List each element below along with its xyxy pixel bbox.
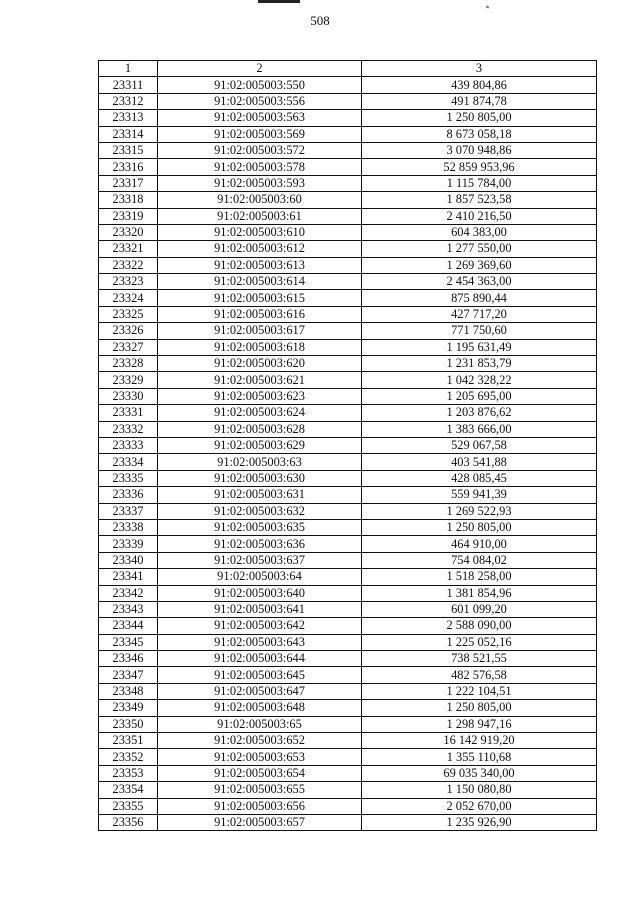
- value-cell: 875 890,44: [362, 290, 597, 306]
- top-scan-mark: [258, 0, 300, 3]
- page-number: 508: [310, 13, 330, 28]
- value-cell: 1 250 805,00: [362, 110, 597, 126]
- value-cell: 1 857 523,58: [362, 192, 597, 208]
- row-number-cell: 23325: [99, 306, 158, 322]
- value-cell: 491 874,78: [362, 93, 597, 109]
- cadastral-number-cell: 91:02:005003:617: [158, 323, 362, 339]
- value-cell: 1 518 258,00: [362, 569, 597, 585]
- table-body: [99, 77, 597, 831]
- value-cell: 52 859 953,96: [362, 159, 597, 175]
- row-number-cell: 23313: [99, 110, 158, 126]
- cadastral-number-cell: 91:02:005003:641: [158, 601, 362, 617]
- value-cell: 1 298 947,16: [362, 716, 597, 732]
- value-cell: 771 750,60: [362, 323, 597, 339]
- cadastral-number-cell: 91:02:005003:652: [158, 733, 362, 749]
- row-number-cell: 23341: [99, 569, 158, 585]
- cadastral-number-cell: 91:02:005003:550: [158, 77, 362, 93]
- table-row: [99, 782, 597, 798]
- value-cell: 2 052 670,00: [362, 798, 597, 814]
- row-number-cell: 23356: [99, 814, 158, 830]
- value-cell: 2 410 216,50: [362, 208, 597, 224]
- row-number-cell: 23335: [99, 470, 158, 486]
- cadastral-number-cell: 91:02:005003:635: [158, 519, 362, 535]
- row-number-cell: 23327: [99, 339, 158, 355]
- table-row: [99, 110, 597, 126]
- cadastral-number-cell: 91:02:005003:65: [158, 716, 362, 732]
- cadastral-number-cell: 91:02:005003:657: [158, 814, 362, 830]
- cadastral-number-cell: 91:02:005003:642: [158, 618, 362, 634]
- value-cell: 16 142 919,20: [362, 733, 597, 749]
- cadastral-number-cell: 91:02:005003:629: [158, 437, 362, 453]
- register-table: [98, 60, 597, 831]
- row-number-cell: 23344: [99, 618, 158, 634]
- cadastral-number-cell: 91:02:005003:656: [158, 798, 362, 814]
- table-row: [99, 601, 597, 617]
- table-row: [99, 323, 597, 339]
- cadastral-number-cell: 91:02:005003:616: [158, 306, 362, 322]
- value-cell: 1 195 631,49: [362, 339, 597, 355]
- table-row: [99, 503, 597, 519]
- value-cell: 8 673 058,18: [362, 126, 597, 142]
- row-number-cell: 23312: [99, 93, 158, 109]
- cadastral-number-cell: 91:02:005003:572: [158, 142, 362, 158]
- value-cell: 1 235 926,90: [362, 814, 597, 830]
- cadastral-number-cell: 91:02:005003:620: [158, 356, 362, 372]
- table-row: [99, 814, 597, 830]
- value-cell: 1 269 522,93: [362, 503, 597, 519]
- row-number-cell: 23348: [99, 683, 158, 699]
- value-cell: 403 541,88: [362, 454, 597, 470]
- cadastral-number-cell: 91:02:005003:64: [158, 569, 362, 585]
- value-cell: 1 355 110,68: [362, 749, 597, 765]
- value-cell: 559 941,39: [362, 487, 597, 503]
- cadastral-number-cell: 91:02:005003:61: [158, 208, 362, 224]
- row-number-cell: 23330: [99, 388, 158, 404]
- column-header-3: 3: [362, 61, 597, 77]
- table-row: [99, 454, 597, 470]
- value-cell: 2 454 363,00: [362, 274, 597, 290]
- table-row: [99, 224, 597, 240]
- cadastral-number-cell: 91:02:005003:556: [158, 93, 362, 109]
- cadastral-number-cell: 91:02:005003:593: [158, 175, 362, 191]
- value-cell: 1 205 695,00: [362, 388, 597, 404]
- row-number-cell: 23332: [99, 421, 158, 437]
- table-row: [99, 290, 597, 306]
- value-cell: 1 250 805,00: [362, 519, 597, 535]
- cadastral-number-cell: 91:02:005003:621: [158, 372, 362, 388]
- value-cell: 1 231 853,79: [362, 356, 597, 372]
- table-row: [99, 552, 597, 568]
- value-cell: 601 099,20: [362, 601, 597, 617]
- cadastral-number-cell: 91:02:005003:648: [158, 700, 362, 716]
- row-number-cell: 23329: [99, 372, 158, 388]
- row-number-cell: 23340: [99, 552, 158, 568]
- row-number-cell: 23316: [99, 159, 158, 175]
- table-row: [99, 356, 597, 372]
- table-row: [99, 470, 597, 486]
- cadastral-number-cell: 91:02:005003:630: [158, 470, 362, 486]
- cadastral-number-cell: 91:02:005003:60: [158, 192, 362, 208]
- row-number-cell: 23347: [99, 667, 158, 683]
- cadastral-number-cell: 91:02:005003:63: [158, 454, 362, 470]
- row-number-cell: 23339: [99, 536, 158, 552]
- row-number-cell: 23334: [99, 454, 158, 470]
- row-number-cell: 23322: [99, 257, 158, 273]
- column-header-2: 2: [158, 61, 362, 77]
- value-cell: 482 576,58: [362, 667, 597, 683]
- table-row: [99, 667, 597, 683]
- row-number-cell: 23314: [99, 126, 158, 142]
- row-number-cell: 23311: [99, 77, 158, 93]
- cadastral-number-cell: 91:02:005003:637: [158, 552, 362, 568]
- value-cell: 1 383 666,00: [362, 421, 597, 437]
- cadastral-number-cell: 91:02:005003:569: [158, 126, 362, 142]
- table-row: [99, 634, 597, 650]
- row-number-cell: 23353: [99, 765, 158, 781]
- value-cell: 1 225 052,16: [362, 634, 597, 650]
- cadastral-number-cell: 91:02:005003:578: [158, 159, 362, 175]
- cadastral-number-cell: 91:02:005003:615: [158, 290, 362, 306]
- table-row: [99, 618, 597, 634]
- row-number-cell: 23331: [99, 405, 158, 421]
- cadastral-number-cell: 91:02:005003:643: [158, 634, 362, 650]
- row-number-cell: 23351: [99, 733, 158, 749]
- cadastral-number-cell: 91:02:005003:636: [158, 536, 362, 552]
- cadastral-number-cell: 91:02:005003:613: [158, 257, 362, 273]
- table-row: [99, 241, 597, 257]
- row-number-cell: 23315: [99, 142, 158, 158]
- row-number-cell: 23318: [99, 192, 158, 208]
- cadastral-number-cell: 91:02:005003:563: [158, 110, 362, 126]
- table-row: [99, 487, 597, 503]
- table-row: [99, 798, 597, 814]
- table-row: [99, 77, 597, 93]
- table-header-row: [99, 61, 597, 77]
- value-cell: 1 203 876,62: [362, 405, 597, 421]
- cadastral-number-cell: 91:02:005003:610: [158, 224, 362, 240]
- value-cell: 1 222 104,51: [362, 683, 597, 699]
- value-cell: 738 521,55: [362, 651, 597, 667]
- cadastral-number-cell: 91:02:005003:645: [158, 667, 362, 683]
- table-row: [99, 405, 597, 421]
- row-number-cell: 23346: [99, 651, 158, 667]
- cadastral-number-cell: 91:02:005003:644: [158, 651, 362, 667]
- cadastral-number-cell: 91:02:005003:654: [158, 765, 362, 781]
- cadastral-number-cell: 91:02:005003:647: [158, 683, 362, 699]
- cadastral-number-cell: 91:02:005003:624: [158, 405, 362, 421]
- cadastral-number-cell: 91:02:005003:612: [158, 241, 362, 257]
- row-number-cell: 23324: [99, 290, 158, 306]
- table-row: [99, 716, 597, 732]
- row-number-cell: 23337: [99, 503, 158, 519]
- row-number-cell: 23317: [99, 175, 158, 191]
- row-number-cell: 23336: [99, 487, 158, 503]
- table-row: [99, 519, 597, 535]
- table-row: [99, 339, 597, 355]
- table-row: [99, 159, 597, 175]
- value-cell: 427 717,20: [362, 306, 597, 322]
- scan-speck: [486, 5, 490, 8]
- table-row: [99, 93, 597, 109]
- table-row: [99, 700, 597, 716]
- table-row: [99, 388, 597, 404]
- row-number-cell: 23338: [99, 519, 158, 535]
- value-cell: 428 085,45: [362, 470, 597, 486]
- row-number-cell: 23355: [99, 798, 158, 814]
- table-row: [99, 585, 597, 601]
- value-cell: 604 383,00: [362, 224, 597, 240]
- value-cell: 439 804,86: [362, 77, 597, 93]
- table-row: [99, 208, 597, 224]
- value-cell: 69 035 340,00: [362, 765, 597, 781]
- cadastral-number-cell: 91:02:005003:618: [158, 339, 362, 355]
- table-row: [99, 569, 597, 585]
- row-number-cell: 23323: [99, 274, 158, 290]
- value-cell: 1 250 805,00: [362, 700, 597, 716]
- value-cell: 1 381 854,96: [362, 585, 597, 601]
- table-row: [99, 651, 597, 667]
- row-number-cell: 23352: [99, 749, 158, 765]
- row-number-cell: 23319: [99, 208, 158, 224]
- table-row: [99, 372, 597, 388]
- row-number-cell: 23320: [99, 224, 158, 240]
- value-cell: 1 277 550,00: [362, 241, 597, 257]
- cadastral-number-cell: 91:02:005003:623: [158, 388, 362, 404]
- value-cell: 1 150 080,80: [362, 782, 597, 798]
- table-row: [99, 306, 597, 322]
- table-row: [99, 683, 597, 699]
- value-cell: 1 042 328,22: [362, 372, 597, 388]
- cadastral-number-cell: 91:02:005003:628: [158, 421, 362, 437]
- table-row: [99, 765, 597, 781]
- table-row: [99, 733, 597, 749]
- cadastral-number-cell: 91:02:005003:655: [158, 782, 362, 798]
- table-row: [99, 192, 597, 208]
- table-row: [99, 126, 597, 142]
- row-number-cell: 23328: [99, 356, 158, 372]
- value-cell: 1 269 369,60: [362, 257, 597, 273]
- value-cell: 464 910,00: [362, 536, 597, 552]
- table-row: [99, 437, 597, 453]
- value-cell: 529 067,58: [362, 437, 597, 453]
- row-number-cell: 23326: [99, 323, 158, 339]
- table-row: [99, 175, 597, 191]
- table-row: [99, 257, 597, 273]
- row-number-cell: 23343: [99, 601, 158, 617]
- row-number-cell: 23321: [99, 241, 158, 257]
- cadastral-number-cell: 91:02:005003:614: [158, 274, 362, 290]
- value-cell: 2 588 090,00: [362, 618, 597, 634]
- cadastral-number-cell: 91:02:005003:640: [158, 585, 362, 601]
- column-header-1: 1: [99, 61, 158, 77]
- row-number-cell: 23342: [99, 585, 158, 601]
- value-cell: 3 070 948,86: [362, 142, 597, 158]
- table-row: [99, 142, 597, 158]
- value-cell: 1 115 784,00: [362, 175, 597, 191]
- value-cell: 754 084,02: [362, 552, 597, 568]
- row-number-cell: 23350: [99, 716, 158, 732]
- cadastral-number-cell: 91:02:005003:653: [158, 749, 362, 765]
- table-row: [99, 421, 597, 437]
- row-number-cell: 23333: [99, 437, 158, 453]
- row-number-cell: 23345: [99, 634, 158, 650]
- cadastral-number-cell: 91:02:005003:632: [158, 503, 362, 519]
- cadastral-number-cell: 91:02:005003:631: [158, 487, 362, 503]
- table-row: [99, 274, 597, 290]
- table-row: [99, 749, 597, 765]
- row-number-cell: 23349: [99, 700, 158, 716]
- table-row: [99, 536, 597, 552]
- row-number-cell: 23354: [99, 782, 158, 798]
